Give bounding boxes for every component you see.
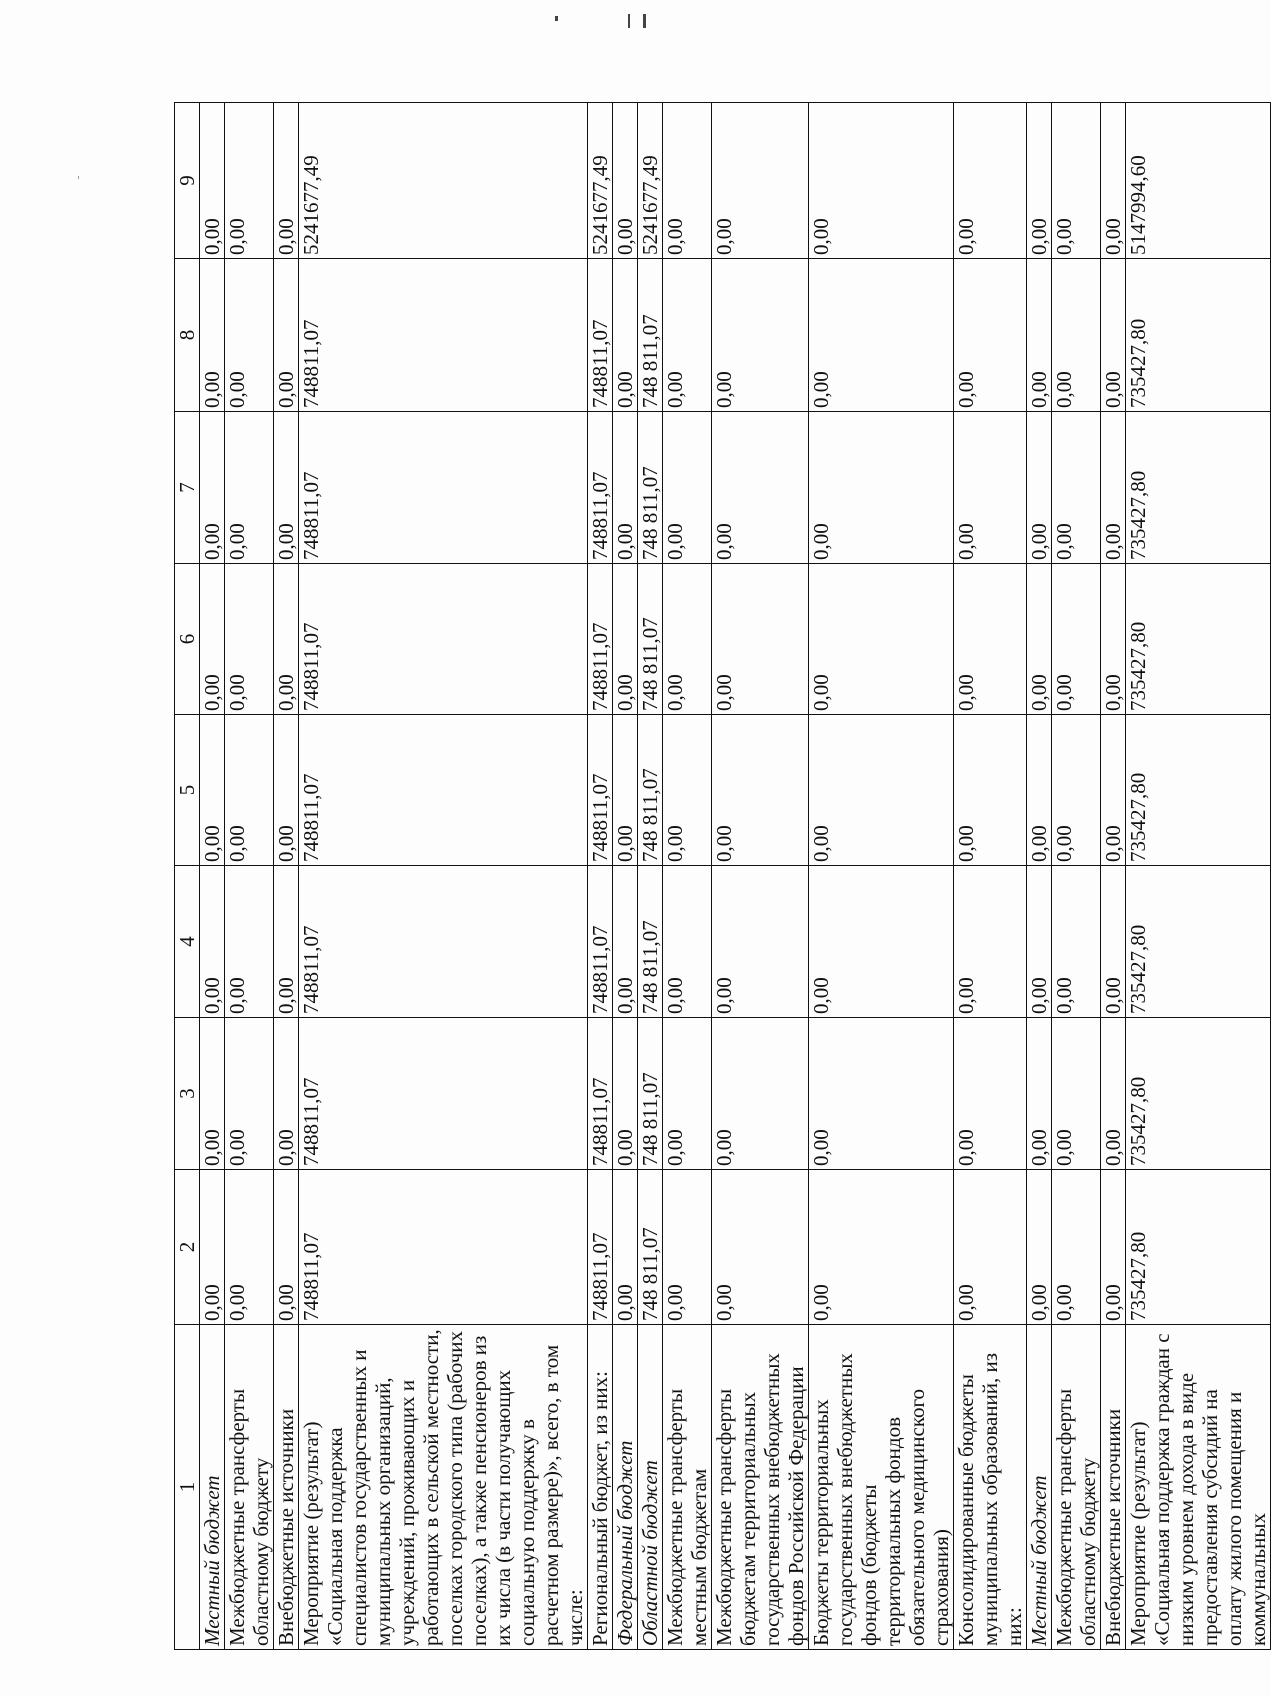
value-cell: 0,00 (1027, 412, 1052, 564)
value-cell: 0,00 (809, 259, 954, 412)
value-cell: 0,00 (1101, 103, 1126, 259)
value-cell: 748 811,07 (638, 412, 663, 564)
value-cell: 748811,07 (299, 259, 588, 412)
value-cell: 748811,07 (299, 564, 588, 715)
row-label: Мероприятие (результат) «Социальная поддержка специалистов государственных и муниципальных организаций, учреждений, проживающих и работающих в сельской местности, поселках городского типа (рабочих поселках), а также пенсионеров из их числа (в части получающих социальную поддержку в расчетном размере)», всего, в том числе: (299, 1325, 588, 1650)
table-row (1101, 103, 1126, 1650)
value-cell: 748 811,07 (638, 1018, 663, 1170)
value-cell: 735427,80 (1126, 259, 1271, 412)
row-label: Региональный бюджет, из них: (588, 1325, 613, 1650)
row-label: Мероприятие (результат) «Социальная поддержка граждан с низким уровнем дохода в виде предоставления субсидий на оплату жилого помещения и коммунальных (1126, 1325, 1271, 1650)
value-cell: 0,00 (1052, 1018, 1101, 1170)
header-cell: 9 (175, 103, 200, 259)
value-cell: 0,00 (954, 412, 1027, 564)
value-cell: 0,00 (1101, 866, 1126, 1018)
value-cell: 748811,07 (588, 259, 613, 412)
value-cell: 5241677,49 (588, 103, 613, 259)
value-cell: 735427,80 (1126, 715, 1271, 866)
value-cell: 735427,80 (1126, 866, 1271, 1018)
value-cell: 0,00 (954, 1170, 1027, 1325)
value-cell: 0,00 (663, 103, 712, 259)
value-cell: 748811,07 (588, 1170, 613, 1325)
row-label: Внебюджетные источники (274, 1325, 299, 1650)
value-cell: 0,00 (1052, 564, 1101, 715)
scan-speck (628, 14, 630, 28)
value-cell: 0,00 (1101, 1018, 1126, 1170)
value-cell: 0,00 (613, 866, 638, 1018)
value-cell: 0,00 (809, 715, 954, 866)
value-cell: 0,00 (1052, 1170, 1101, 1325)
value-cell: 0,00 (200, 564, 225, 715)
table-row (613, 103, 638, 1650)
row-label: Областной бюджет (638, 1325, 663, 1650)
value-cell: 0,00 (954, 866, 1027, 1018)
value-cell: 748811,07 (588, 1018, 613, 1170)
row-label: Межбюджетные трансферты областному бюджету (225, 1325, 274, 1650)
value-cell: 0,00 (225, 1018, 274, 1170)
value-cell: 735427,80 (1126, 412, 1271, 564)
value-cell: 0,00 (712, 715, 809, 866)
value-cell: 0,00 (274, 866, 299, 1018)
value-cell: 0,00 (1027, 1018, 1052, 1170)
value-cell: 0,00 (1052, 103, 1101, 259)
value-cell: 748 811,07 (638, 715, 663, 866)
value-cell: 0,00 (274, 412, 299, 564)
value-cell: 0,00 (225, 866, 274, 1018)
value-cell: 0,00 (712, 259, 809, 412)
value-cell: 0,00 (712, 1170, 809, 1325)
value-cell: 0,00 (225, 715, 274, 866)
value-cell: 0,00 (274, 1018, 299, 1170)
value-cell: 748811,07 (299, 412, 588, 564)
value-cell: 0,00 (225, 259, 274, 412)
row-label: Межбюджетные трансферты бюджетам территориальных государственных внебюджетных фондов Российской Федерации (712, 1325, 809, 1650)
value-cell: 748 811,07 (638, 259, 663, 412)
value-cell: 0,00 (1027, 564, 1052, 715)
value-cell: 0,00 (274, 715, 299, 866)
value-cell: 748811,07 (588, 412, 613, 564)
value-cell: 0,00 (954, 715, 1027, 866)
value-cell: 0,00 (663, 1018, 712, 1170)
budget-table (174, 102, 1271, 1650)
value-cell: 0,00 (274, 1170, 299, 1325)
table-row (712, 103, 809, 1650)
value-cell: 0,00 (954, 564, 1027, 715)
value-cell: 0,00 (200, 103, 225, 259)
header-cell: 6 (175, 564, 200, 715)
row-label: Внебюджетные источники (1101, 1325, 1126, 1650)
table-row (588, 103, 613, 1650)
header-cell: 4 (175, 866, 200, 1018)
value-cell: 5241677,49 (299, 103, 588, 259)
value-cell: 0,00 (809, 1018, 954, 1170)
value-cell: 0,00 (200, 1018, 225, 1170)
value-cell: 0,00 (1101, 564, 1126, 715)
value-cell: 0,00 (1101, 715, 1126, 866)
value-cell: 748 811,07 (638, 866, 663, 1018)
value-cell: 0,00 (613, 1018, 638, 1170)
value-cell: 0,00 (1027, 866, 1052, 1018)
header-cell: 2 (175, 1170, 200, 1325)
value-cell: 735427,80 (1126, 1170, 1271, 1325)
value-cell: 0,00 (1052, 715, 1101, 866)
table-row (299, 103, 588, 1650)
value-cell: 0,00 (1101, 259, 1126, 412)
value-cell: 0,00 (1027, 259, 1052, 412)
value-cell: 0,00 (613, 564, 638, 715)
value-cell: 0,00 (1052, 259, 1101, 412)
value-cell: 0,00 (613, 103, 638, 259)
value-cell: 0,00 (663, 866, 712, 1018)
value-cell: 748 811,07 (638, 564, 663, 715)
value-cell: 0,00 (1101, 412, 1126, 564)
value-cell: 0,00 (663, 412, 712, 564)
value-cell: 0,00 (712, 1018, 809, 1170)
value-cell: 0,00 (1101, 1170, 1126, 1325)
value-cell: 5147994,60 (1126, 103, 1271, 259)
value-cell: 748 811,07 (638, 1170, 663, 1325)
value-cell: 735427,80 (1126, 1018, 1271, 1170)
value-cell: 0,00 (954, 259, 1027, 412)
value-cell: 0,00 (1052, 866, 1101, 1018)
value-cell: 0,00 (809, 103, 954, 259)
value-cell: 0,00 (712, 412, 809, 564)
value-cell: 0,00 (200, 866, 225, 1018)
value-cell: 0,00 (712, 866, 809, 1018)
table-row (809, 103, 954, 1650)
value-cell: 0,00 (712, 564, 809, 715)
scan-speck (555, 16, 558, 21)
value-cell: 0,00 (712, 103, 809, 259)
value-cell: 0,00 (663, 715, 712, 866)
row-label: Межбюджетные трансферты областному бюджету (1052, 1325, 1101, 1650)
header-cell: 1 (175, 1325, 200, 1650)
table-row (1126, 103, 1271, 1650)
row-label: Консолидированные бюджеты муниципальных образований, из них: (954, 1325, 1027, 1650)
value-cell: 0,00 (613, 1170, 638, 1325)
header-cell: 7 (175, 412, 200, 564)
header-cell: 8 (175, 259, 200, 412)
row-label: Межбюджетные трансферты местным бюджетам (663, 1325, 712, 1650)
rotated-table-page (174, 103, 1270, 1650)
value-cell: 748811,07 (588, 866, 613, 1018)
value-cell: 0,00 (274, 103, 299, 259)
value-cell: 0,00 (225, 564, 274, 715)
value-cell: 0,00 (225, 412, 274, 564)
value-cell: 0,00 (200, 715, 225, 866)
value-cell: 748811,07 (588, 715, 613, 866)
table-row (954, 103, 1027, 1650)
table-row (200, 103, 225, 1650)
row-label: Федеральный бюджет (613, 1325, 638, 1650)
table-row (638, 103, 663, 1650)
table-row (663, 103, 712, 1650)
value-cell: 0,00 (1052, 412, 1101, 564)
value-cell: 0,00 (200, 1170, 225, 1325)
value-cell: 0,00 (200, 412, 225, 564)
row-label: Местный бюджет (1027, 1325, 1052, 1650)
value-cell: 0,00 (1027, 715, 1052, 866)
value-cell: 5241677,49 (638, 103, 663, 259)
value-cell: 748811,07 (299, 866, 588, 1018)
value-cell: 0,00 (954, 103, 1027, 259)
value-cell: 0,00 (613, 715, 638, 866)
value-cell: 748811,07 (299, 1170, 588, 1325)
value-cell: 0,00 (663, 259, 712, 412)
table-row (1052, 103, 1101, 1650)
value-cell: 0,00 (225, 103, 274, 259)
header-cell: 3 (175, 1018, 200, 1170)
value-cell: 0,00 (613, 412, 638, 564)
table-row (274, 103, 299, 1650)
value-cell: 0,00 (954, 1018, 1027, 1170)
value-cell: 0,00 (809, 866, 954, 1018)
value-cell: 0,00 (225, 1170, 274, 1325)
header-cell: 5 (175, 715, 200, 866)
value-cell: 0,00 (274, 259, 299, 412)
value-cell: 0,00 (663, 564, 712, 715)
value-cell: 748811,07 (299, 715, 588, 866)
value-cell: 0,00 (809, 564, 954, 715)
value-cell: 0,00 (1027, 103, 1052, 259)
value-cell: 748811,07 (299, 1018, 588, 1170)
value-cell: 748811,07 (588, 564, 613, 715)
row-label: Бюджеты территориальных государственных внебюджетных фондов (бюджеты территориальных фондов обязательного медицинского страхования) (809, 1325, 954, 1650)
value-cell: 735427,80 (1126, 564, 1271, 715)
row-label: Местный бюджет (200, 1325, 225, 1650)
header-row (175, 103, 200, 1650)
value-cell: 0,00 (809, 412, 954, 564)
value-cell: 0,00 (200, 259, 225, 412)
value-cell: 0,00 (1027, 1170, 1052, 1325)
value-cell: 0,00 (809, 1170, 954, 1325)
scan-speck (78, 176, 79, 179)
value-cell: 0,00 (663, 1170, 712, 1325)
table-row (1027, 103, 1052, 1650)
value-cell: 0,00 (613, 259, 638, 412)
scan-speck (643, 14, 646, 28)
table-row (225, 103, 274, 1650)
value-cell: 0,00 (274, 564, 299, 715)
